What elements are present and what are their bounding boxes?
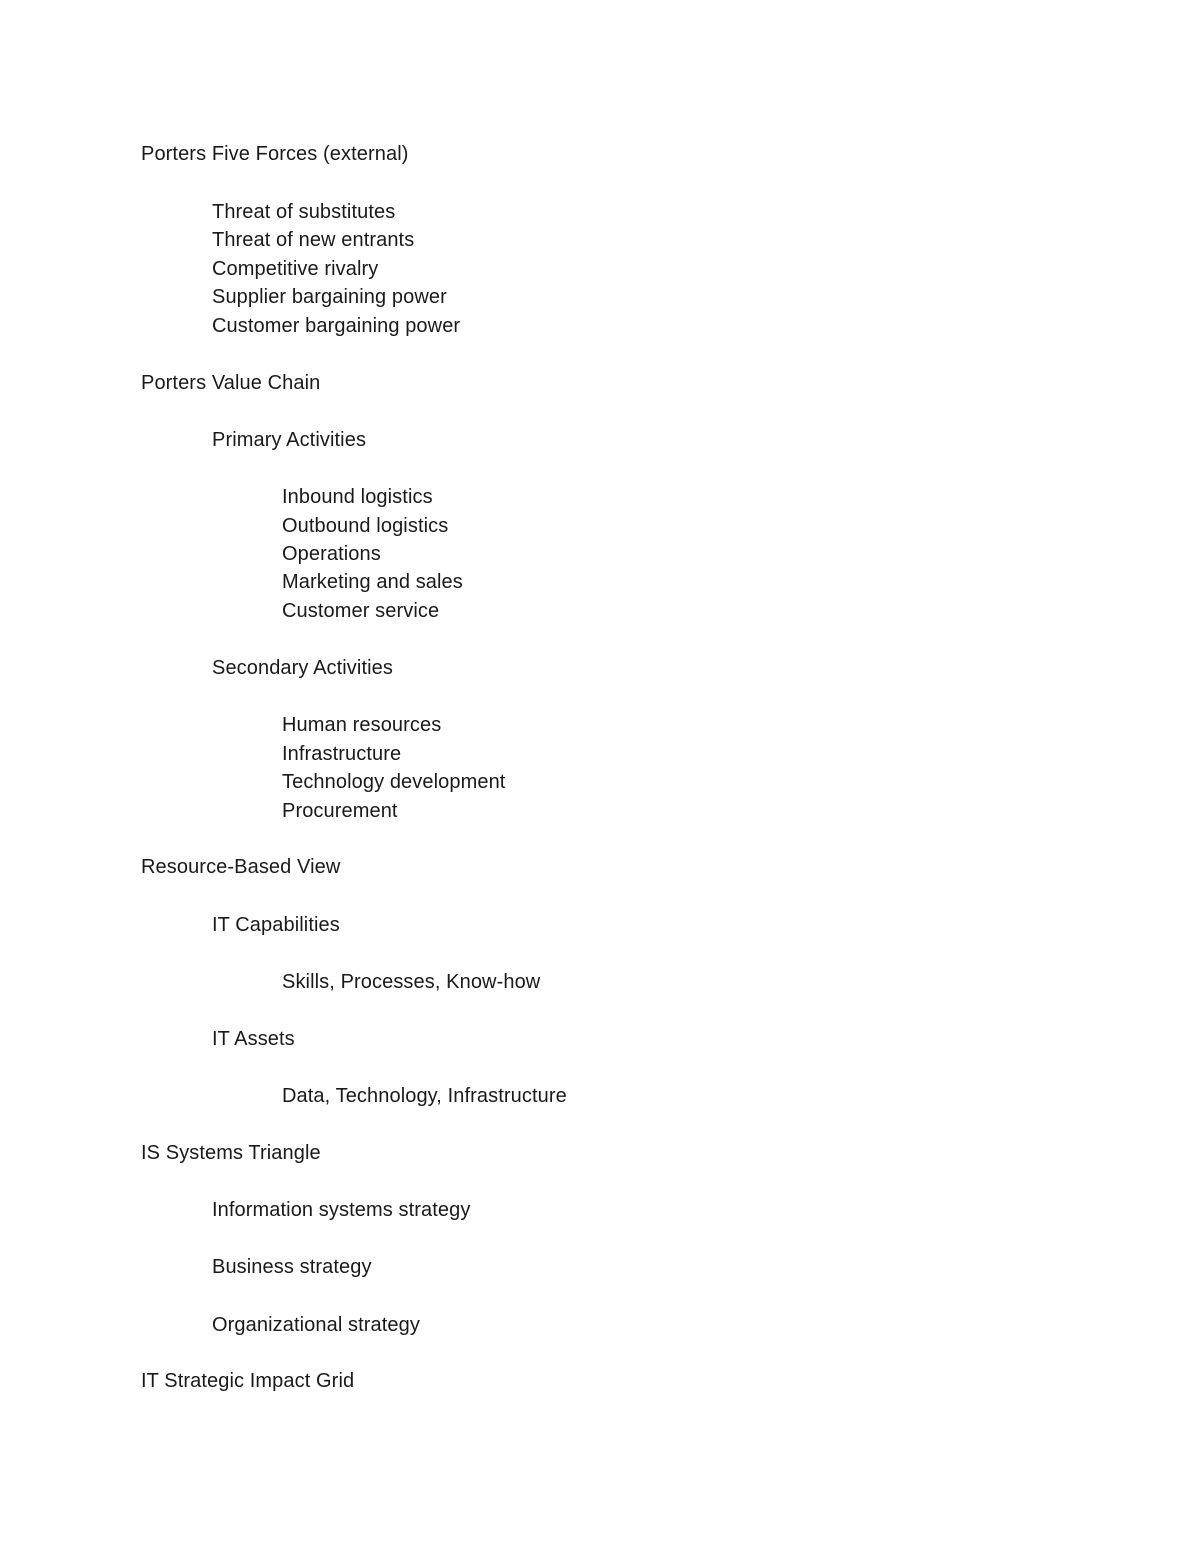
subheading-it-capabilities: IT Capabilities — [212, 914, 340, 936]
list-item: Supplier bargaining power — [212, 286, 447, 308]
list-item: Human resources — [282, 714, 442, 736]
list-item: Threat of new entrants — [212, 229, 415, 251]
list-item: Technology development — [282, 771, 506, 793]
list-item: Information systems strategy — [212, 1199, 471, 1221]
list-item: Data, Technology, Infrastructure — [282, 1085, 567, 1107]
list-item: Outbound logistics — [282, 515, 449, 537]
list-item: Operations — [282, 543, 381, 565]
list-item: Procurement — [282, 800, 398, 822]
list-item: Skills, Processes, Know-how — [282, 971, 541, 993]
section-heading-is-systems-triangle: IS Systems Triangle — [141, 1142, 321, 1164]
list-item: Infrastructure — [282, 743, 402, 765]
subheading-it-assets: IT Assets — [212, 1028, 295, 1050]
list-item: Business strategy — [212, 1256, 372, 1278]
list-item: Inbound logistics — [282, 486, 433, 508]
list-item: Marketing and sales — [282, 571, 463, 593]
section-heading-it-strategic-impact-grid: IT Strategic Impact Grid — [141, 1370, 355, 1392]
list-item: Customer bargaining power — [212, 315, 461, 337]
list-item: Customer service — [282, 600, 440, 622]
list-item: Competitive rivalry — [212, 258, 379, 280]
subheading-secondary-activities: Secondary Activities — [212, 657, 393, 679]
section-heading-five-forces: Porters Five Forces (external) — [141, 143, 409, 165]
list-item: Threat of substitutes — [212, 201, 396, 223]
section-heading-resource-based-view: Resource-Based View — [141, 856, 341, 878]
subheading-primary-activities: Primary Activities — [212, 429, 367, 451]
section-heading-value-chain: Porters Value Chain — [141, 372, 321, 394]
list-item: Organizational strategy — [212, 1314, 420, 1336]
